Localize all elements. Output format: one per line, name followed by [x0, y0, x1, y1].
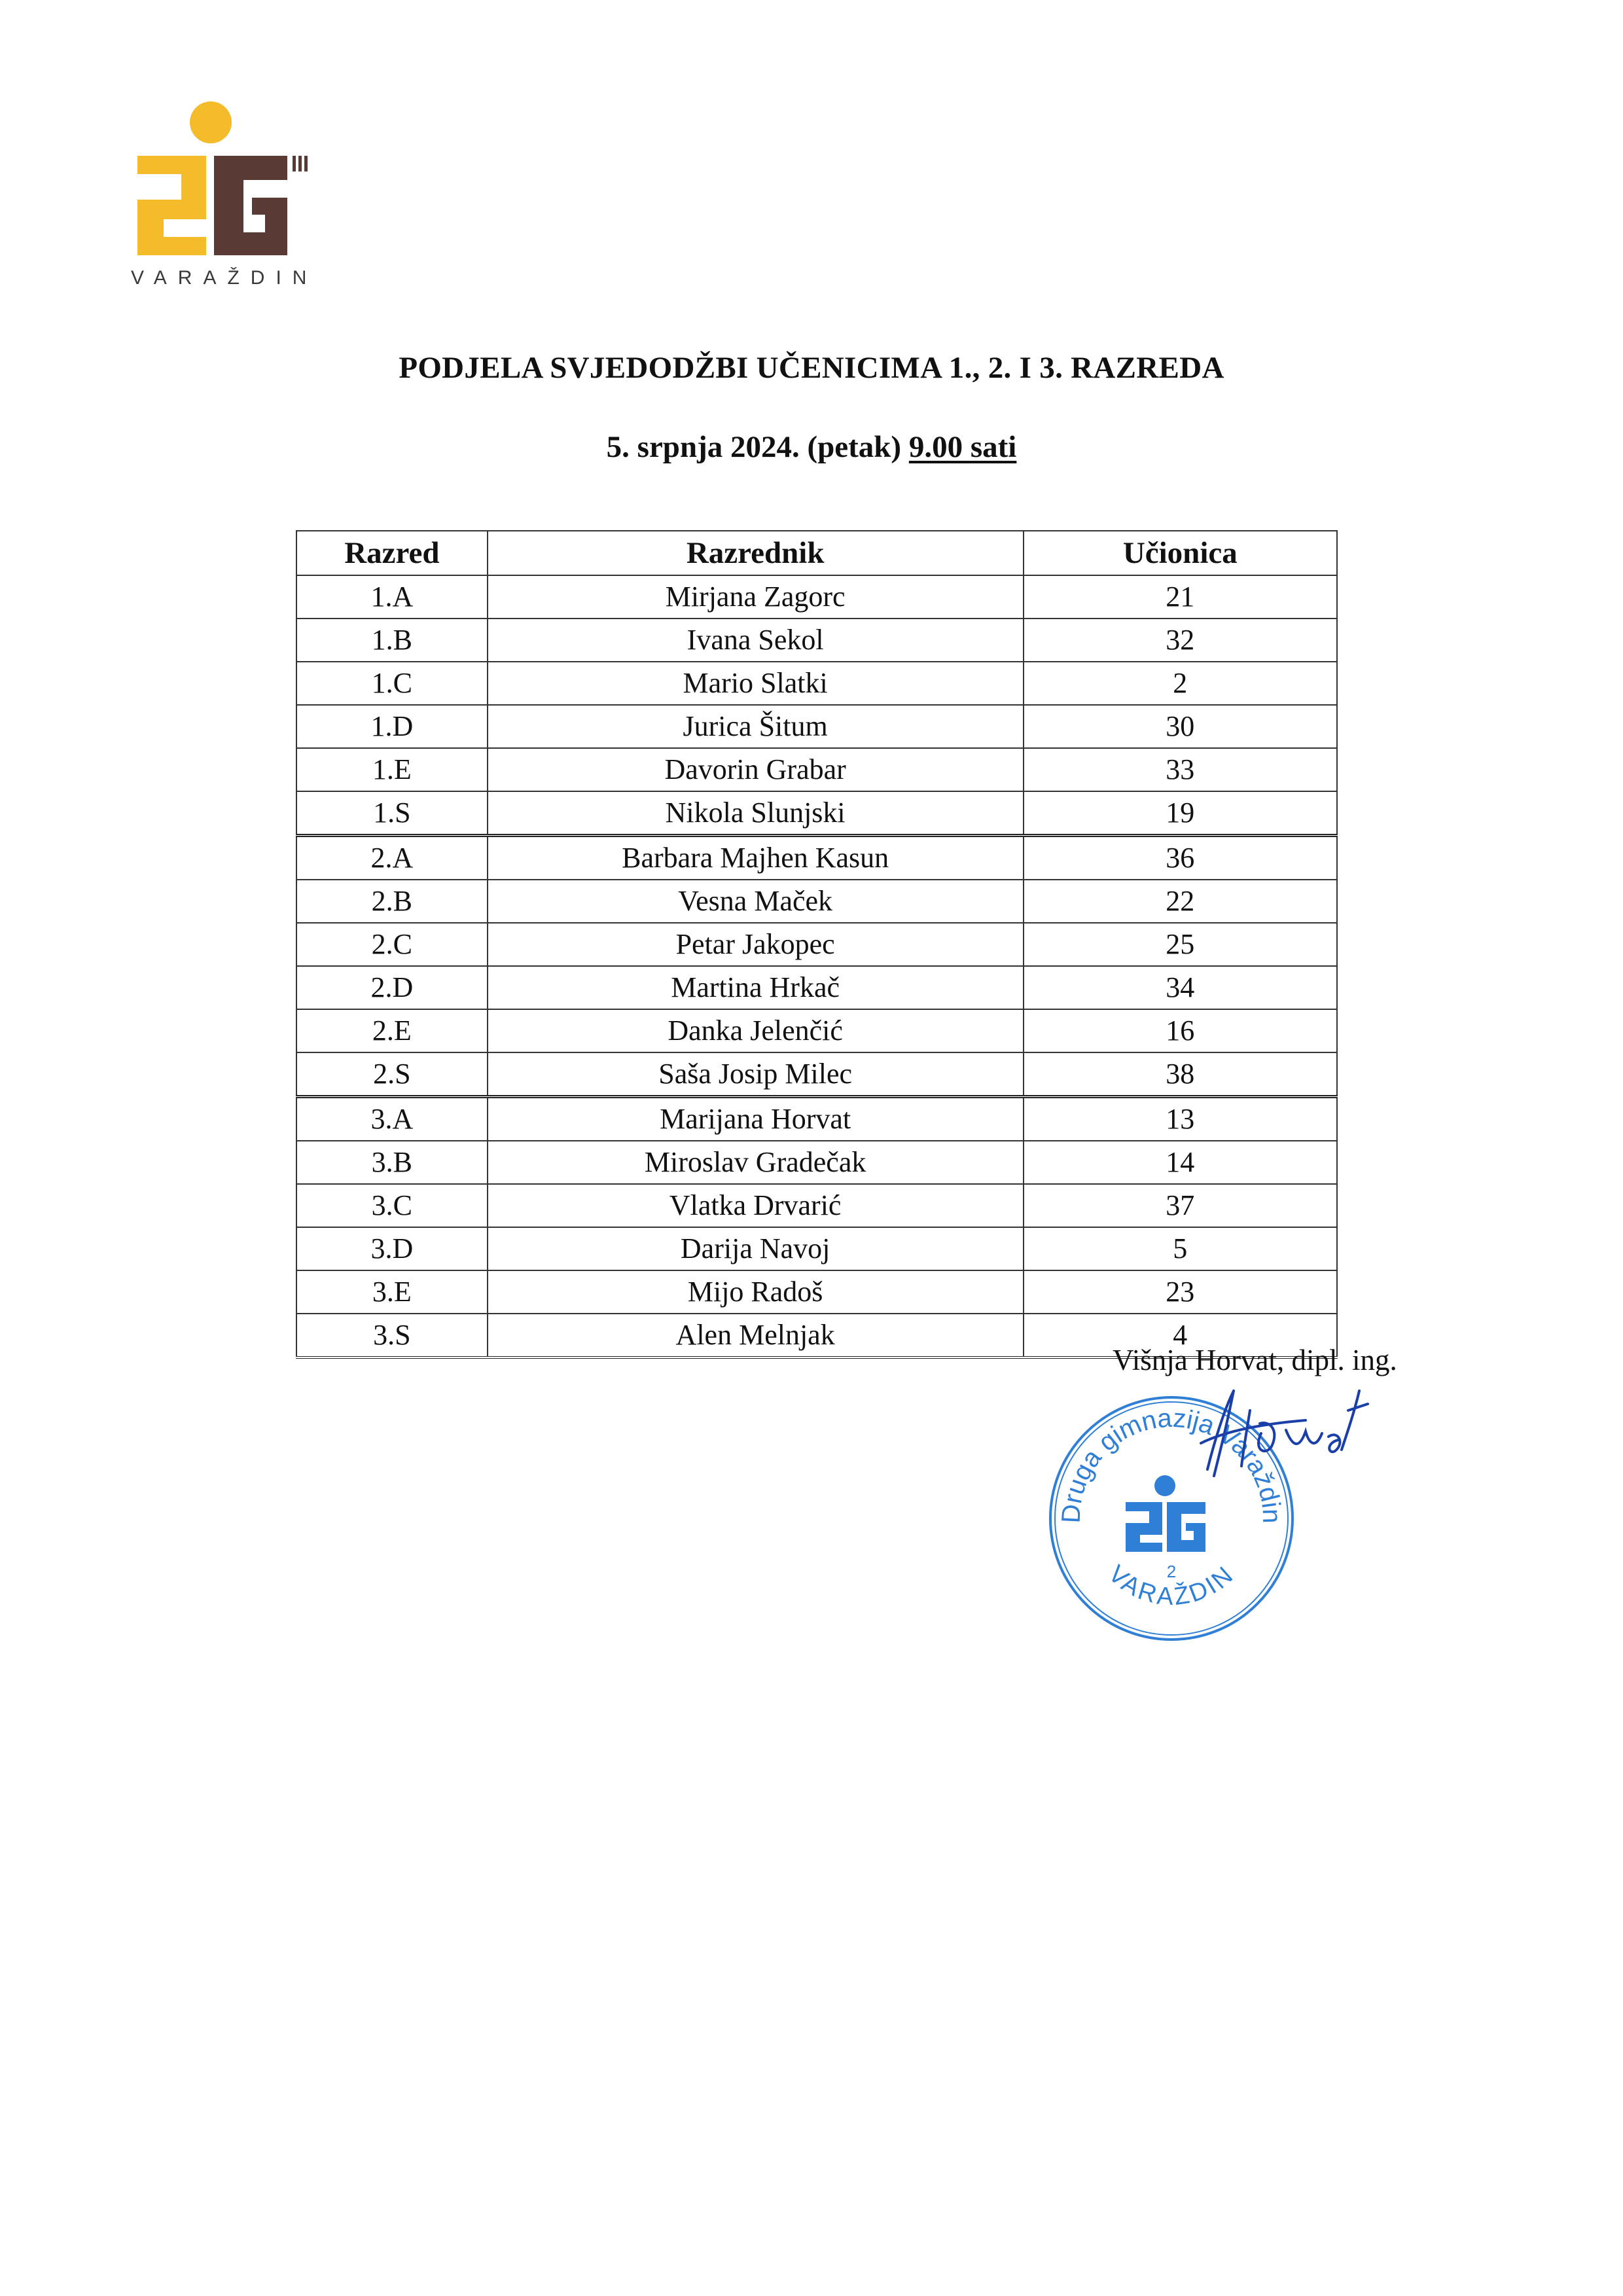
table-row [296, 1270, 1337, 1314]
event-date: 5. srpnja 2024. (petak) [606, 430, 902, 464]
cell-razred: 3.C [296, 1184, 488, 1227]
certificate-distribution-table [296, 530, 1338, 1359]
table-row [296, 1009, 1337, 1052]
svg-text:Druga gimnazija Varaždin: Druga gimnazija Varaždin [1056, 1403, 1287, 1524]
cell-ucionica: 23 [1024, 1270, 1337, 1314]
svg-text:VARAŽDIN: VARAŽDIN [1103, 1560, 1240, 1611]
cell-razrednik: Alen Melnjak [488, 1314, 1024, 1357]
cell-razrednik: Mijo Radoš [488, 1270, 1024, 1314]
cell-ucionica: 32 [1024, 619, 1337, 662]
document-title: PODJELA SVJEDODŽBI UČENICIMA 1., 2. I 3. RAZREDA [399, 351, 1224, 385]
cell-razred: 2.A [296, 836, 488, 880]
cell-razrednik: Vlatka Drvarić [488, 1184, 1024, 1227]
event-time: 9.00 sati [908, 430, 1017, 464]
cell-razrednik: Darija Navoj [488, 1227, 1024, 1270]
table-header-row [296, 531, 1337, 575]
cell-ucionica: 2 [1024, 662, 1337, 705]
cell-razrednik: Nikola Slunjski [488, 791, 1024, 836]
column-header-razrednik: Razrednik [488, 531, 1024, 575]
table-row [296, 836, 1337, 880]
table-row [296, 1097, 1337, 1141]
cell-razred: 1.B [296, 619, 488, 662]
table-row [296, 705, 1337, 748]
cell-ucionica: 30 [1024, 705, 1337, 748]
cell-ucionica: 37 [1024, 1184, 1337, 1227]
logo-town-label: VARAŽDIN [131, 267, 318, 289]
column-header-ucionica: Učionica [1024, 531, 1337, 575]
cell-razred: 2.S [296, 1052, 488, 1097]
cell-razrednik: Mario Slatki [488, 662, 1024, 705]
cell-ucionica: 22 [1024, 880, 1337, 923]
cell-ucionica: 4 [1024, 1314, 1337, 1357]
table-row [296, 966, 1337, 1009]
cell-razred: 1.C [296, 662, 488, 705]
table-row [296, 619, 1337, 662]
cell-ucionica: 21 [1024, 575, 1337, 619]
cell-razred: 1.D [296, 705, 488, 748]
cell-razrednik: Petar Jakopec [488, 923, 1024, 966]
cell-ucionica: 25 [1024, 923, 1337, 966]
cell-razred: 2.D [296, 966, 488, 1009]
table-row [296, 575, 1337, 619]
column-header-razred: Razred [296, 531, 488, 575]
svg-text:2: 2 [1166, 1562, 1177, 1581]
handwritten-signature-icon [1188, 1384, 1371, 1482]
table-row [296, 923, 1337, 966]
cell-razred: 3.E [296, 1270, 488, 1314]
table-row [296, 1141, 1337, 1184]
table-row [296, 662, 1337, 705]
cell-razred: 3.S [296, 1314, 488, 1357]
signer-name: Višnja Horvat, dipl. ing. [1113, 1344, 1397, 1376]
cell-razrednik: Martina Hrkač [488, 966, 1024, 1009]
cell-ucionica: 14 [1024, 1141, 1337, 1184]
cell-ucionica: 38 [1024, 1052, 1337, 1097]
cell-razrednik: Vesna Maček [488, 880, 1024, 923]
table-row [296, 1052, 1337, 1097]
cell-ucionica: 33 [1024, 748, 1337, 791]
cell-razrednik: Barbara Majhen Kasun [488, 836, 1024, 880]
cell-razred: 1.S [296, 791, 488, 836]
table-row [296, 791, 1337, 836]
school-logo-icon [128, 92, 317, 295]
cell-razrednik: Saša Josip Milec [488, 1052, 1024, 1097]
cell-razrednik: Davorin Grabar [488, 748, 1024, 791]
cell-razred: 3.D [296, 1227, 488, 1270]
cell-razred: 3.A [296, 1097, 488, 1141]
table-row [296, 880, 1337, 923]
cell-razred: 1.A [296, 575, 488, 619]
cell-ucionica: 36 [1024, 836, 1337, 880]
cell-ucionica: 16 [1024, 1009, 1337, 1052]
cell-razred: 2.B [296, 880, 488, 923]
document-subtitle [0, 429, 1623, 465]
cell-razred: 2.E [296, 1009, 488, 1052]
table-row [296, 1227, 1337, 1270]
cell-razrednik: Jurica Šitum [488, 705, 1024, 748]
cell-ucionica: 19 [1024, 791, 1337, 836]
cell-ucionica: 5 [1024, 1227, 1337, 1270]
cell-razrednik: Miroslav Gradečak [488, 1141, 1024, 1184]
cell-razrednik: Marijana Horvat [488, 1097, 1024, 1141]
cell-razred: 3.B [296, 1141, 488, 1184]
cell-ucionica: 13 [1024, 1097, 1337, 1141]
table-row [296, 748, 1337, 791]
cell-razred: 2.C [296, 923, 488, 966]
table-row [296, 1184, 1337, 1227]
cell-ucionica: 34 [1024, 966, 1337, 1009]
cell-razrednik: Danka Jelenčić [488, 1009, 1024, 1052]
cell-razrednik: Mirjana Zagorc [488, 575, 1024, 619]
cell-razred: 1.E [296, 748, 488, 791]
cell-razrednik: Ivana Sekol [488, 619, 1024, 662]
